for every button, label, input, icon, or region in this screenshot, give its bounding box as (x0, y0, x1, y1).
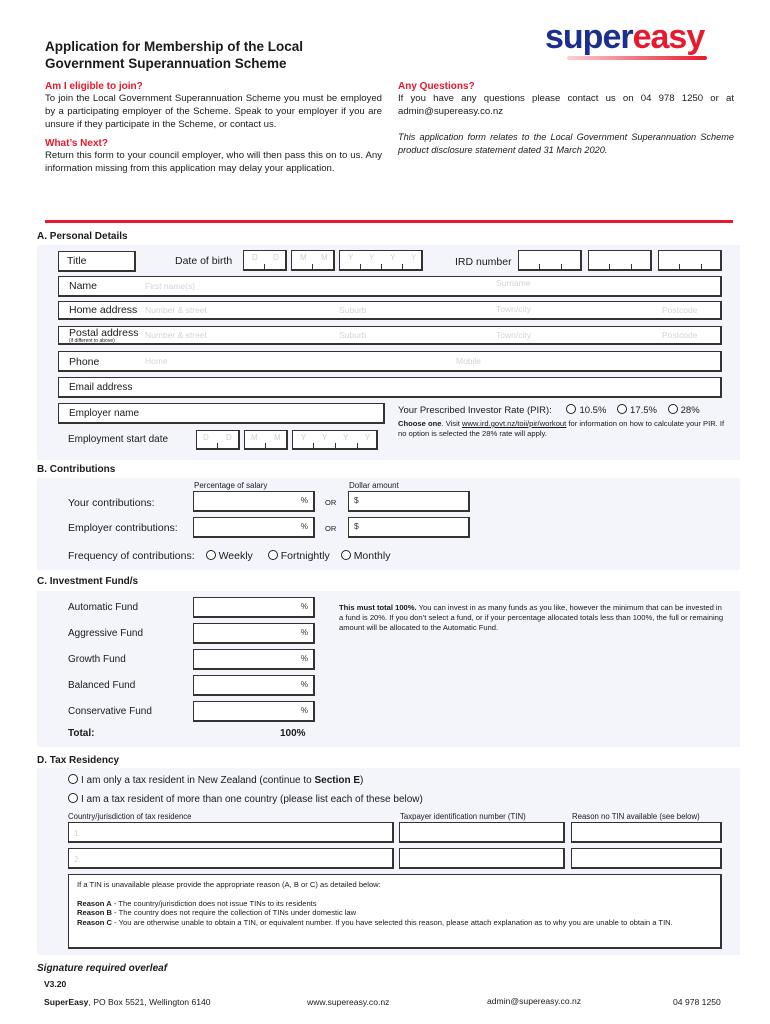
dob-day-field[interactable] (243, 250, 287, 271)
pir-option-10-5[interactable]: 10.5% (566, 405, 606, 416)
funds-total-label: Total: (68, 728, 95, 739)
logo-super: super (545, 18, 633, 56)
start-y2: Y (322, 433, 328, 442)
home-postcode-placeholder: Postcode (662, 305, 698, 315)
row-number: 2. (74, 854, 82, 864)
pir-option-28[interactable]: 28% (668, 405, 700, 416)
fund-field-automatic[interactable] (193, 597, 315, 618)
employment-start-label: Employment start date (68, 434, 169, 445)
dob-month-field[interactable] (291, 250, 335, 271)
pct-sign: % (300, 496, 308, 505)
fund-label-automatic: Automatic Fund (68, 602, 139, 613)
pir-note: Choose one. Visit www.ird.govt.nz/toii/pir/workout for information on how to calculate your PIR. If no option is selected the 28% rate will apply. (398, 419, 725, 438)
employer-name-field[interactable] (58, 403, 385, 424)
email-field[interactable] (58, 377, 722, 398)
red-divider (45, 220, 733, 223)
funds-note: This must total 100%. You can invest in as many funds as you like, however the minimum that can be invested in a fund is 20%. If you don’t select a fund, or if your percentage allocated totals less than 100%, the full or remaining amount will be allocated to the Automatic Fund. (339, 603, 724, 632)
radio-icon[interactable] (268, 550, 278, 560)
ird-pir-link[interactable]: www.ird.govt.nz/toii/pir/workout (462, 419, 567, 428)
fund-field-balanced[interactable] (193, 675, 315, 696)
country-field-1[interactable] (68, 822, 394, 843)
your-dollar-field[interactable] (348, 491, 470, 512)
freq-fortnightly[interactable]: Fortnightly (268, 550, 330, 562)
pct-sign: % (300, 706, 308, 715)
home-suburb-placeholder: Suburb (339, 305, 367, 315)
fund-label-balanced: Balanced Fund (68, 680, 136, 691)
email-label: Email address (69, 382, 133, 393)
questions-heading: Any Questions? (398, 81, 475, 92)
col-country: Country/jurisdiction of tax residence (68, 812, 192, 821)
phone-label: Phone (69, 356, 100, 368)
start-m1: M (251, 433, 258, 442)
reasons-intro: If a TIN is unavailable please provide the appropriate reason (A, B or C) as detailed below: (77, 880, 381, 889)
dob-d1: D (252, 253, 258, 262)
version-label: V3.20 (44, 979, 67, 989)
surname-placeholder: Surname (496, 278, 531, 288)
title-line-1: Application for Membership of the Local (45, 39, 304, 54)
postal-town-placeholder: Town/city (496, 330, 531, 340)
start-y1: Y (301, 433, 307, 442)
footer-email[interactable]: admin@supereasy.co.nz (487, 996, 582, 1006)
pct-sign: % (300, 522, 308, 531)
personal-heading: A. Personal Details (37, 231, 128, 242)
your-contributions-label: Your contributions: (68, 497, 155, 509)
pct-sign: % (300, 654, 308, 663)
eligible-text: To join the Local Government Superannuation Scheme you must be employed by a participating employer of the Scheme. Speak to your employer if you are unsure if they participate in the Scheme, or contact us. (45, 93, 382, 130)
tin-field-1[interactable] (399, 822, 565, 843)
dollar-sign: $ (354, 521, 359, 531)
employer-name-label: Employer name (69, 408, 140, 419)
or-label: OR (325, 524, 337, 533)
postal-address-field[interactable] (58, 326, 722, 345)
eligible-heading: Am I eligible to join? (45, 81, 143, 92)
freq-monthly[interactable]: Monthly (341, 550, 391, 562)
postal-postcode-placeholder: Postcode (662, 330, 698, 340)
footer-phone: 04 978 1250 (673, 997, 721, 1007)
first-name-placeholder: First name(s) (145, 281, 196, 291)
frequency-label: Frequency of contributions: (68, 550, 195, 562)
postal-suburb-placeholder: Suburb (339, 330, 367, 340)
logo-easy: easy (632, 18, 705, 56)
employer-dollar-field[interactable] (348, 517, 470, 538)
your-pct-field[interactable] (193, 491, 315, 512)
tax-option-nz-only[interactable]: I am only a tax resident in New Zealand (continue to Section E) (68, 774, 363, 786)
name-label: Name (69, 280, 98, 292)
col-tin: Taxpayer identification number (TIN) (400, 812, 526, 821)
fund-label-growth: Growth Fund (68, 654, 126, 665)
dob-d2: D (273, 253, 279, 262)
pct-sign: % (300, 680, 308, 689)
ird-field-2[interactable] (588, 250, 652, 271)
start-year-field[interactable] (292, 430, 378, 450)
radio-icon[interactable] (617, 404, 627, 414)
pds-text: This application form relates to the Local Government Superannuation Scheme product disclosure statement dated 31 March 2020. (398, 132, 734, 155)
pct-header: Percentage of salary (194, 481, 268, 490)
postal-address-label: Postal address (69, 327, 139, 339)
ird-field-3[interactable] (658, 250, 722, 271)
pir-label: Your Prescribed Investor Rate (PIR): (398, 405, 552, 416)
reason-c: Reason C - You are otherwise unable to obtain a TIN, or equivalent number. If you have selected this reason, please attach explanation as to why you are unable to obtain a TIN. (77, 917, 673, 927)
start-m2: M (274, 433, 281, 442)
tin-reasons-box (68, 874, 722, 949)
employer-contributions-label: Employer contributions: (68, 522, 178, 534)
reason-b: Reason B - The country does not require the collection of TINs under domestic law (77, 908, 357, 918)
radio-icon[interactable] (206, 550, 216, 560)
fund-label-conservative: Conservative Fund (68, 706, 152, 717)
radio-icon[interactable] (68, 793, 78, 803)
start-d1: D (203, 433, 209, 442)
title-field[interactable] (58, 251, 136, 272)
signature-note: Signature required overleaf (37, 963, 168, 974)
dob-m1: M (300, 253, 307, 262)
phone-field[interactable] (58, 351, 722, 372)
radio-icon[interactable] (566, 404, 576, 414)
home-phone-placeholder: Home (145, 356, 168, 366)
fund-field-aggressive[interactable] (193, 623, 315, 644)
footer-address: SuperEasy, PO Box 5521, Wellington 6140 (44, 997, 211, 1007)
postal-address-sublabel: (if different to above) (69, 338, 115, 344)
frequency-row (68, 550, 390, 562)
postal-street-placeholder: Number & street (145, 330, 207, 340)
pct-sign: % (300, 602, 308, 611)
dob-y3: Y (390, 253, 396, 262)
logo-swoosh-icon (567, 56, 707, 60)
start-y4: Y (365, 433, 371, 442)
ird-field-1[interactable] (518, 250, 582, 271)
home-address-label: Home address (69, 304, 138, 316)
home-street-placeholder: Number & street (145, 305, 207, 315)
questions-text: If you have any questions please contact us on 04 978 1250 or at admin@supereasy.co.nz (398, 93, 734, 117)
radio-icon[interactable] (341, 550, 351, 560)
fund-label-aggressive: Aggressive Fund (68, 628, 144, 639)
intro-right (398, 81, 734, 157)
contributions-heading: B. Contributions (37, 464, 116, 475)
pir-row (398, 404, 733, 416)
reason-field-1[interactable] (571, 822, 722, 843)
next-heading: What’s Next? (45, 138, 108, 149)
fund-field-conservative[interactable] (193, 701, 315, 722)
home-address-field[interactable] (58, 301, 722, 320)
dob-y1: Y (348, 253, 354, 262)
funds-total-value: 100% (280, 728, 306, 739)
ird-label: IRD number (455, 256, 512, 268)
row-number: 1. (74, 828, 82, 838)
radio-icon[interactable] (668, 404, 678, 414)
reason-field-2[interactable] (571, 848, 722, 869)
funds-heading: C. Investment Fund/s (37, 576, 139, 587)
pir-option-17-5[interactable]: 17.5% (617, 405, 657, 416)
dollar-sign: $ (354, 495, 359, 505)
next-text: Return this form to your council employer, who will then pass this on to us. Any information missing from this application may delay your application. (45, 150, 382, 174)
or-label: OR (325, 498, 337, 507)
dob-label: Date of birth (175, 255, 233, 267)
pct-sign: % (300, 628, 308, 637)
reason-a: Reason A - The country/jurisdiction does not issue TINs to its residents (77, 898, 317, 908)
start-y3: Y (343, 433, 349, 442)
col-reason: Reason no TIN available (see below) (572, 812, 700, 821)
home-town-placeholder: Town/city (496, 304, 531, 314)
employer-pct-field[interactable] (193, 517, 315, 538)
tax-option-multiple[interactable]: I am a tax resident of more than one country (please list each of these below) (68, 793, 423, 805)
start-month-field[interactable] (244, 430, 288, 450)
dob-y2: Y (369, 253, 375, 262)
name-field[interactable] (58, 276, 722, 297)
mobile-phone-placeholder: Mobile (456, 356, 482, 366)
freq-weekly[interactable]: Weekly (206, 550, 253, 562)
dollar-header: Dollar amount (349, 481, 399, 490)
supereasy-logo (545, 20, 730, 66)
tax-heading: D. Tax Residency (37, 755, 120, 766)
start-day-field[interactable] (196, 430, 240, 450)
funds-note-bold: This must total 100%. (339, 603, 417, 612)
start-d2: D (226, 433, 232, 442)
title-line-2: Government Superannuation Scheme (45, 56, 287, 71)
dob-year-field[interactable] (339, 250, 423, 271)
pir-choose-one: Choose one (398, 419, 442, 428)
dob-m2: M (321, 253, 328, 262)
fund-field-growth[interactable] (193, 649, 315, 670)
radio-icon[interactable] (68, 774, 78, 784)
page-title (45, 38, 405, 72)
country-field-2[interactable] (68, 848, 394, 869)
title-label: Title (67, 255, 87, 267)
intro-left (45, 81, 382, 175)
dob-y4: Y (411, 253, 417, 262)
footer-website[interactable]: www.supereasy.co.nz (307, 997, 390, 1007)
tin-field-2[interactable] (399, 848, 565, 869)
